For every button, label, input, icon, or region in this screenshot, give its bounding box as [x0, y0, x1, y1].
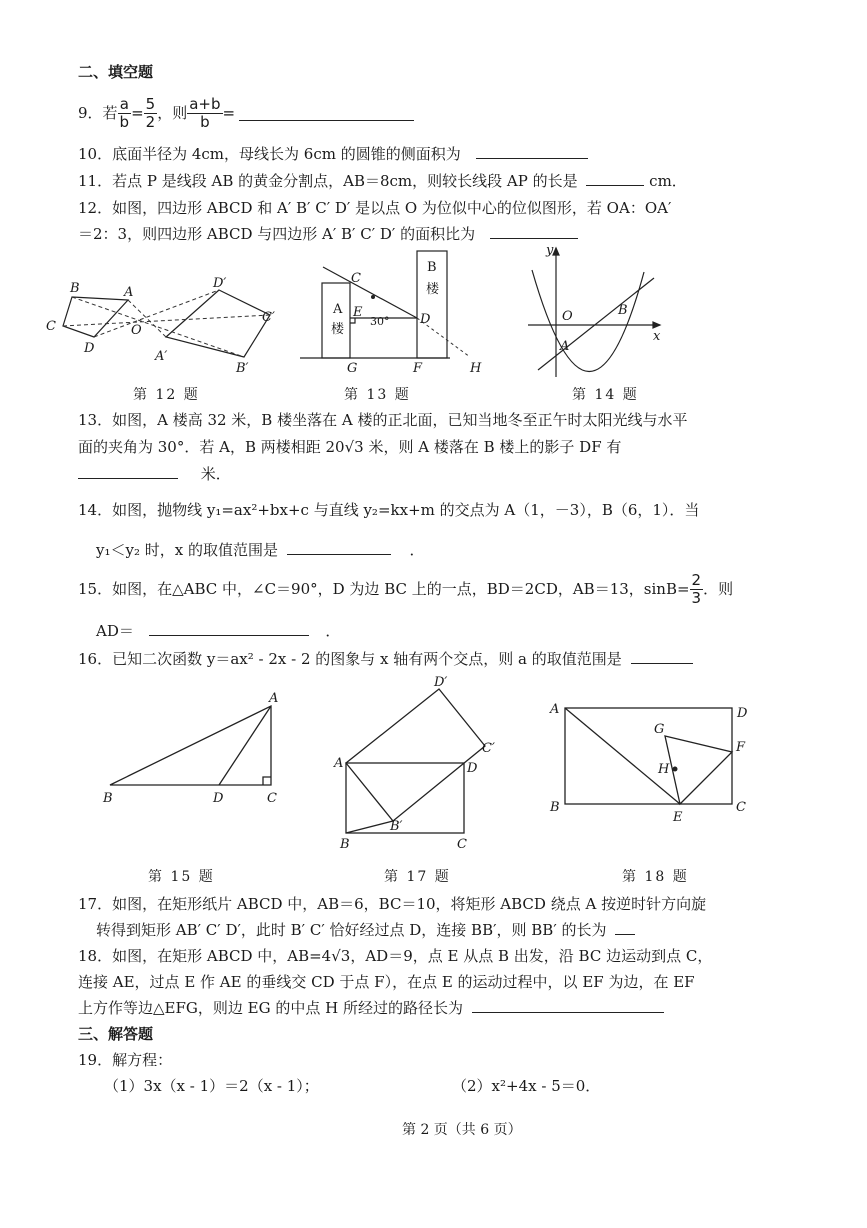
quad-abcd [63, 297, 128, 337]
figure-14 [520, 242, 670, 382]
fig13-A-lou: 楼 [331, 322, 345, 337]
fig15-label-A: A [269, 691, 279, 706]
q10-answer-blank[interactable] [476, 144, 588, 159]
figure-13 [295, 245, 500, 380]
fig14-label-B: B [618, 303, 628, 318]
fig13-label-E: E [353, 305, 363, 320]
question-13-line3: 米． [78, 464, 231, 484]
question-14-line1: 14．如图，抛物线 y₁=ax²+bx+c 与直线 y₂=kx+m 的交点为 A（1，－3），B（6，1）．当 [78, 501, 700, 519]
q13-answer-blank[interactable] [78, 464, 178, 479]
fig17-label-B: B [340, 837, 350, 852]
fig12-label-D: D [84, 341, 95, 356]
fig12-label-A2: A′ [155, 349, 168, 364]
figure-18 [540, 695, 760, 830]
page-footer: 第 2 页（共 6 页） [402, 1122, 522, 1138]
figure-15 [95, 690, 295, 815]
fig13-label-D: D [420, 312, 431, 327]
question-12-line2: ＝2：3，则四边形 ABCD 与四边形 A′ B′ C′ D′ 的面积比为 [78, 224, 578, 244]
question-13-line1: 13．如图，A 楼高 32 米，B 楼坐落在 A 楼的正北面，已知当地冬至正午时太阳光线与水平 [78, 411, 688, 429]
question-17-line1: 17．如图，在矩形纸片 ABCD 中，AB＝6，BC＝10，将矩形 ABCD 绕点 A 按逆时针方向旋 [78, 895, 707, 913]
question-15-line2: AD＝ ． [96, 622, 341, 640]
fig13-label-G: G [347, 361, 358, 376]
question-14-line2: y₁＜y₂ 时，x 的取值范围是 ． [96, 541, 425, 559]
fig13-label-F: F [413, 361, 423, 376]
q9-prefix: 9．若 [78, 104, 118, 122]
question-15-line1: 15．如图，在△ABC 中，∠C＝90°，D 为边 BC 上的一点，BD＝2CD，AB＝13，sinB= $\frac{2}{3}$ ．则 [78, 570, 734, 607]
q11-answer-blank[interactable] [586, 171, 644, 186]
fig14-label-x: x [653, 329, 661, 344]
fig18-label-E: E [673, 810, 683, 825]
fig18-label-D: D [737, 706, 748, 721]
fig17-label-D: D [467, 761, 478, 776]
fig18-label-A: A [550, 702, 560, 717]
question-10: 10．底面半径为 4cm，母线长为 6cm 的圆锥的侧面积为 [78, 144, 588, 164]
fig17-label-C: C [457, 837, 467, 852]
question-11: 11．若点 P 是线段 AB 的黄金分割点，AB＝8cm，则较长线段 AP 的长是 cm． [78, 172, 687, 190]
figure-17 [330, 672, 510, 857]
fig18-label-F: F [736, 740, 746, 755]
fig12-label-D2: D′ [213, 276, 227, 291]
question-9: 9．若 $\frac{a}{b}$ = $\frac{5}{2}$ ，则 $\frac{a+b}{b}$ = [78, 92, 414, 134]
question-18-line2: 连接 AE，过点 E 作 AE 的垂线交 CD 于点 F），在点 E 的运动过程中，以 EF 为边，在 EF [78, 973, 695, 991]
fig12-label-B2: B′ [236, 361, 249, 376]
q15-answer-blank[interactable] [149, 621, 309, 636]
fig15-label-D: D [213, 791, 224, 806]
question-13-line2: 面的夹角为 30°．若 A，B 两楼相距 20√3 米，则 A 楼落在 B 楼上的影子 DF 有 [78, 438, 622, 456]
fig18-label-B: B [550, 800, 560, 815]
q14-answer-blank[interactable] [287, 540, 391, 555]
question-19-part1: （1）3x（x - 1）＝2（x - 1）； [104, 1077, 319, 1095]
caption-17: 第 17 题 [384, 869, 451, 885]
caption-13: 第 13 题 [344, 387, 411, 403]
question-16: 16．已知二次函数 y＝ax² - 2x - 2 的图象与 x 轴有两个交点，则 a 的取值范围是 [78, 649, 693, 669]
caption-14: 第 14 题 [572, 387, 639, 403]
fig14-label-A: A [560, 339, 570, 354]
fig17-label-A: A [334, 756, 344, 771]
fig15-label-C: C [267, 791, 277, 806]
q18-answer-blank[interactable] [472, 998, 664, 1013]
q16-answer-blank[interactable] [631, 649, 693, 664]
q17-answer-blank[interactable] [615, 920, 635, 935]
fig15-label-B: B [103, 791, 113, 806]
fig12-label-B: B [70, 281, 80, 296]
fig13-label-C: C [351, 271, 361, 286]
fig12-label-C2: C′ [262, 310, 275, 325]
fig18-label-G: G [654, 722, 665, 737]
fig12-label-O: O [131, 323, 142, 338]
question-19-title: 19．解方程： [78, 1051, 173, 1069]
section-title-solve: 三、解答题 [78, 1025, 154, 1043]
question-18-line3: 上方作等边△EFG，则边 EG 的中点 H 所经过的路径长为 [78, 998, 664, 1018]
q12-answer-blank[interactable] [490, 224, 578, 239]
section-title-fill: 二、填空题 [78, 63, 154, 81]
fig14-label-y: y [546, 243, 554, 258]
fig17-label-D2: D′ [434, 675, 448, 690]
fig17-label-C2: C′ [482, 741, 495, 756]
q15-frac-sinB: $\frac{2}{3}$ [691, 570, 702, 607]
caption-15: 第 15 题 [148, 869, 215, 885]
fig18-label-H: H [658, 762, 670, 777]
fig12-label-C: C [46, 319, 56, 334]
caption-18: 第 18 题 [622, 869, 689, 885]
fig13-label-H: H [470, 361, 482, 376]
fig12-label-A: A [124, 285, 134, 300]
q9-frac-52: $\frac{5}{2}$ [145, 94, 156, 131]
question-18-line1: 18．如图，在矩形 ABCD 中，AB=4√3，AD＝9，点 E 从点 B 出发，沿 BC 边运动到点 C， [78, 947, 713, 965]
fig17-label-B2: B′ [390, 819, 403, 834]
fig14-label-O: O [562, 309, 573, 324]
q9-frac-ab: $\frac{a}{b}$ [119, 94, 130, 131]
figure-12 [40, 270, 290, 380]
fig13-B-bldg: B [427, 260, 437, 275]
question-12-line1: 12．如图，四边形 ABCD 和 A′ B′ C′ D′ 是以点 O 为位似中心的位似图形，若 OA：OA′ [78, 199, 672, 217]
quad-a2b2c2d2 [166, 290, 270, 357]
question-19-part2: （2）x²+4x - 5＝0． [452, 1077, 601, 1095]
fig13-angle: 30° [370, 315, 390, 328]
fig18-label-C: C [736, 800, 746, 815]
fig13-B-lou: 楼 [426, 282, 440, 297]
caption-12: 第 12 题 [133, 387, 200, 403]
q9-answer-blank[interactable] [239, 106, 414, 121]
fig13-A-bldg: A [333, 302, 343, 317]
q9-frac-apb-b: $\frac{a+b}{b}$ [189, 94, 221, 131]
question-17-line2: 转得到矩形 AB′ C′ D′，此时 B′ C′ 恰好经过点 D，连接 BB′，则 BB′ 的长为 [96, 920, 635, 940]
